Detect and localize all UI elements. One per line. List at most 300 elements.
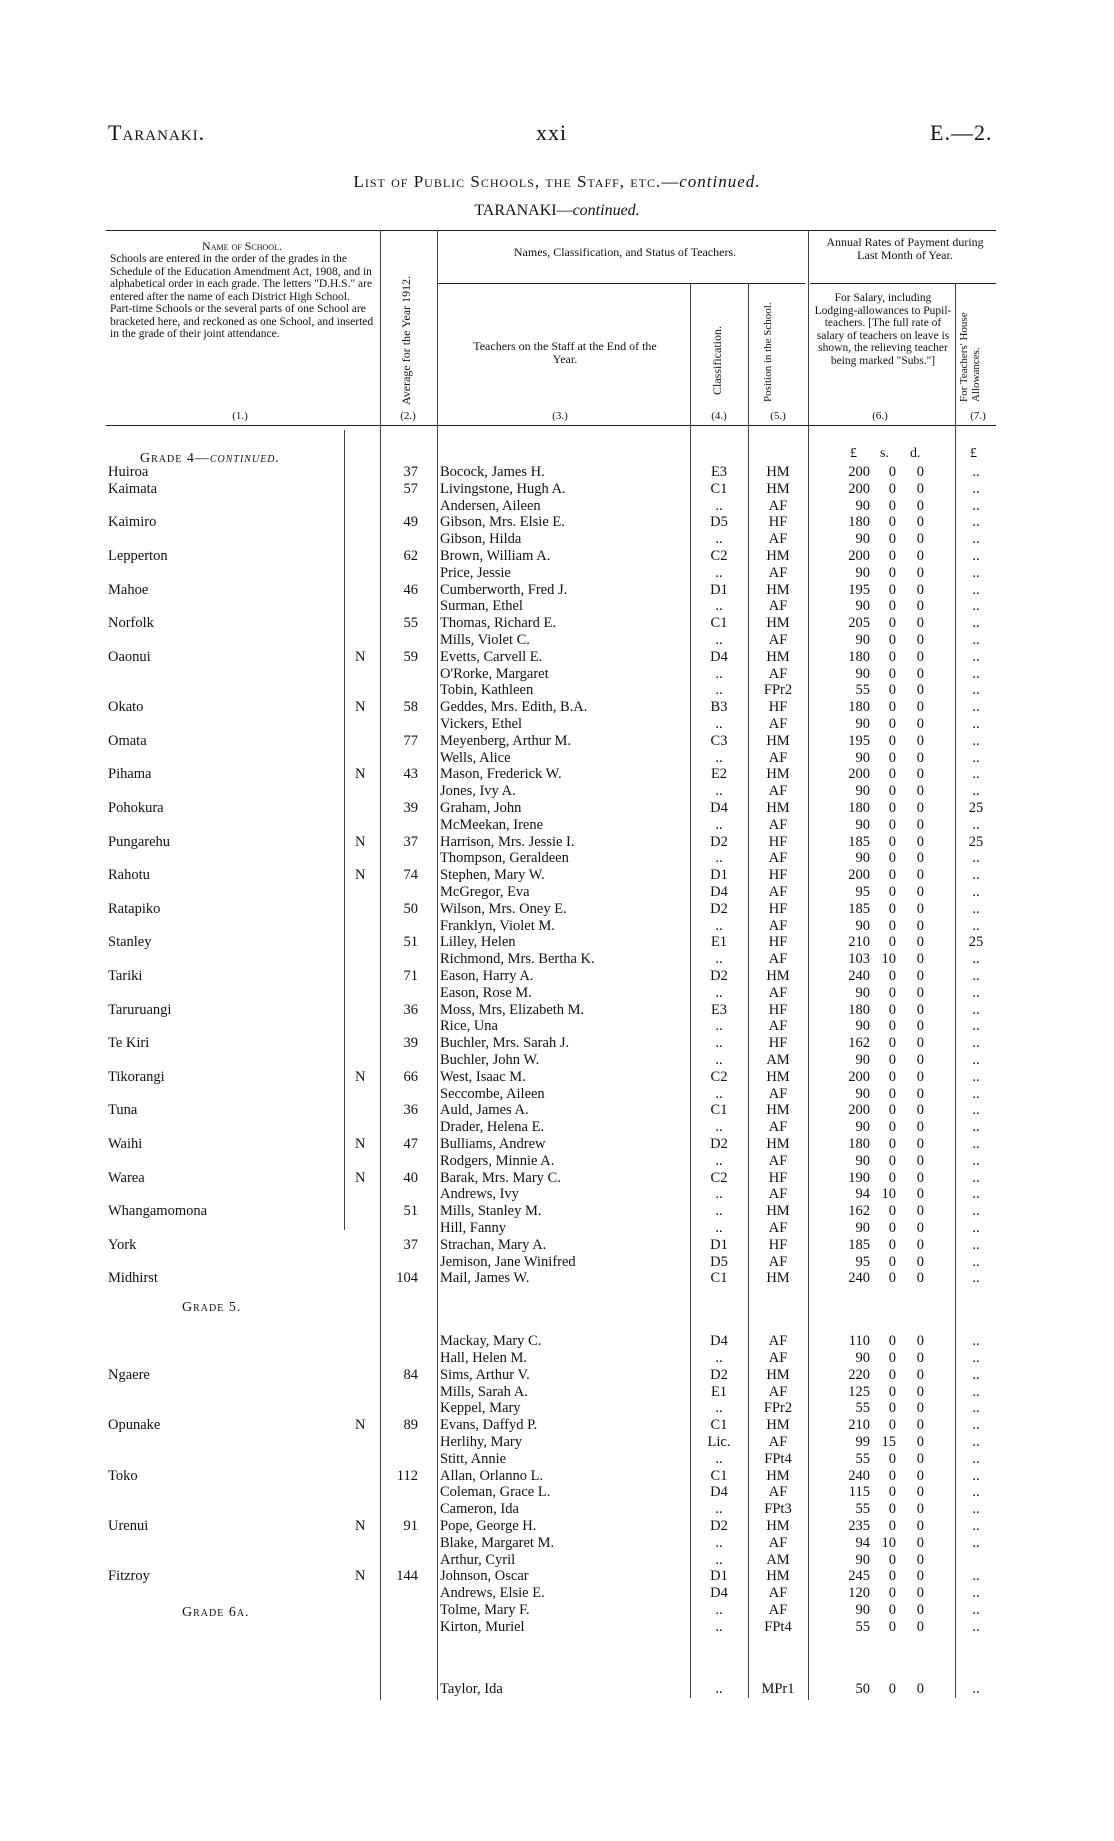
col4-header: Classification. [710,326,724,395]
teacher-name: Andersen, Aileen [440,498,541,514]
native-school-marker: N [355,766,366,782]
teacher-position: AF [768,1484,788,1500]
teacher-position: FPt4 [764,1619,792,1635]
teacher-position: HF [768,934,788,950]
school-name: Tuna [108,1102,138,1118]
salary-pence: 0 [916,514,924,530]
salary-pence: 0 [916,1254,924,1270]
teacher-name: Taylor, Ida [440,1681,503,1697]
teacher-classification: .. [715,1186,723,1202]
salary-pounds: 90 [855,632,870,648]
house-allowance: .. [972,632,980,648]
salary-shillings: 10 [881,951,896,967]
salary-pence: 0 [916,1018,924,1034]
teacher-name: Jones, Ivy A. [440,783,516,799]
house-allowance: .. [972,783,980,799]
salary-pence: 0 [916,1270,924,1286]
average-attendance: 37 [403,464,418,480]
house-allowance: .. [972,951,980,967]
house-allowance: .. [972,1052,980,1068]
average-attendance: 104 [396,1270,418,1286]
house-allowance: .. [972,1018,980,1034]
salary-pence: 0 [916,1434,924,1450]
salary-pounds: 90 [855,817,870,833]
teacher-position: HF [768,1170,788,1186]
salary-shillings: 0 [888,632,896,648]
teacher-position: AF [768,565,788,581]
teacher-name: Andrews, Elsie E. [440,1585,545,1601]
house-allowance: .. [972,464,980,480]
teacher-name: McMeekan, Irene [440,817,544,833]
house-allowance: .. [972,1518,980,1534]
house-allowance: .. [972,1237,980,1253]
title-main: List of Public Schools, the Staff, etc.— [353,172,680,191]
teacher-position: AF [768,1254,788,1270]
salary-pence: 0 [916,632,924,648]
teacher-name: Eason, Rose M. [440,985,532,1001]
salary-shillings: 0 [888,1384,896,1400]
salary-pounds: 210 [848,934,870,950]
salary-pence: 0 [916,1086,924,1102]
title-continued: continued. [679,172,761,191]
salary-shillings: 0 [888,783,896,799]
salary-shillings: 0 [888,850,896,866]
salary-pence: 0 [916,1035,924,1051]
average-attendance: 84 [403,1367,418,1383]
teacher-position: HM [766,1069,790,1085]
teacher-position: HM [766,1102,790,1118]
salary-pence: 0 [916,884,924,900]
teacher-name: Mail, James W. [440,1270,530,1286]
average-attendance: 89 [403,1417,418,1433]
salary-shillings: 0 [888,834,896,850]
salary-shillings: 0 [888,598,896,614]
salary-shillings: 0 [888,699,896,715]
teacher-position: AF [768,783,788,799]
teacher-name: Tobin, Kathleen [440,682,534,698]
teacher-classification: D2 [710,834,728,850]
salary-shillings: 0 [888,1501,896,1517]
teacher-classification: .. [715,1552,723,1568]
salary-shillings: 0 [888,1552,896,1568]
salary-pounds: 90 [855,750,870,766]
salary-pence: 0 [916,850,924,866]
salary-shillings: 0 [888,1153,896,1169]
teacher-name: Sims, Arthur V. [440,1367,530,1383]
teacher-name: Thomas, Richard E. [440,615,556,631]
teacher-position: HM [766,464,790,480]
house-allowance: .. [972,1333,980,1349]
average-attendance: 57 [403,481,418,497]
teacher-position: FPr2 [763,682,793,698]
teacher-classification: E3 [710,464,728,480]
teacher-classification: D1 [710,867,728,883]
col-number-5: (5.) [770,410,786,422]
house-allowance: .. [972,666,980,682]
grade-label: Grade 5. [182,1300,242,1315]
house-allowance: 25 [968,800,984,816]
teacher-position: HF [768,699,788,715]
teacher-classification: .. [715,498,723,514]
salary-pence: 0 [916,1484,924,1500]
teacher-name: Andrews, Ivy [440,1186,519,1202]
teacher-name: Franklyn, Violet M. [440,918,555,934]
teacher-classification: .. [715,1018,723,1034]
teacher-name: West, Isaac M. [440,1069,526,1085]
teacher-classification: D2 [710,1367,728,1383]
salary-shillings: 0 [888,800,896,816]
salary-pence: 0 [916,1069,924,1085]
salary-pounds: 50 [855,1681,870,1697]
salary-pounds: 195 [848,582,870,598]
salary-pence: 0 [916,985,924,1001]
teacher-position: HM [766,481,790,497]
teacher-name: Harrison, Mrs. Jessie I. [440,834,575,850]
salary-pounds: 180 [848,514,870,530]
school-name: Tikorangi [108,1069,165,1085]
salary-shillings: 0 [888,968,896,984]
house-allowance: .. [972,1350,980,1366]
teacher-name: Buchler, Mrs. Sarah J. [440,1035,570,1051]
house-allowance: .. [972,1468,980,1484]
teacher-position: FPt4 [764,1451,792,1467]
salary-pounds: 115 [848,1484,870,1500]
teacher-position: AM [766,1552,790,1568]
teacher-classification: B3 [710,699,728,715]
salary-pounds: 103 [848,951,870,967]
teacher-name: Cumberworth, Fred J. [440,582,568,598]
teacher-name: Moss, Mrs, Elizabeth M. [440,1002,585,1018]
native-school-marker: N [355,1417,366,1433]
salary-pounds: 180 [848,1136,870,1152]
house-allowance: .. [972,817,980,833]
salary-pence: 0 [916,733,924,749]
salary-pounds: 90 [855,850,870,866]
salary-shillings: 0 [888,1585,896,1601]
teacher-name: Drader, Helena E. [440,1119,545,1135]
teacher-position: FPt3 [764,1501,792,1517]
teacher-name: Gibson, Mrs. Elsie E. [440,514,565,530]
school-name: Pungarehu [108,834,171,850]
teacher-name: Stephen, Mary W. [440,867,545,883]
house-allowance: .. [972,531,980,547]
teacher-name: Price, Jessie [440,565,511,581]
school-name: Opunake [108,1417,161,1433]
teacher-classification: D2 [710,901,728,917]
salary-pence: 0 [916,867,924,883]
teacher-classification: C1 [710,1102,728,1118]
teacher-classification: Lic. [707,1434,731,1450]
teacher-classification: .. [715,565,723,581]
salary-pounds: 90 [855,783,870,799]
salary-shillings: 0 [888,548,896,564]
salary-pounds: 90 [855,531,870,547]
native-school-marker: N [355,699,366,715]
teacher-name: Graham, John [440,800,522,816]
salary-pounds: 120 [848,1585,870,1601]
shillings-unit: s. [880,446,889,461]
salary-shillings: 0 [888,884,896,900]
teacher-name: Hall, Helen M. [440,1350,527,1366]
average-attendance: 40 [403,1170,418,1186]
col3-group-header: Names, Classification, and Status of Teachers. [513,245,737,259]
teacher-position: AF [768,1153,788,1169]
house-allowance: .. [972,1254,980,1270]
teacher-position: AF [768,1220,788,1236]
average-attendance: 36 [403,1002,418,1018]
teacher-name: Jemison, Jane Winifred [440,1254,576,1270]
teacher-position: AF [768,1585,788,1601]
teacher-position: AF [768,918,788,934]
house-allowance: .. [972,1568,980,1584]
teacher-classification: D2 [710,1136,728,1152]
teacher-position: AF [768,817,788,833]
teacher-classification: .. [715,1119,723,1135]
teacher-position: AF [768,1333,788,1349]
col-number-7: (7.) [970,410,986,422]
teacher-name: Arthur, Cyril [440,1552,516,1568]
teacher-position: AF [768,1186,788,1202]
subtitle-main: TARANAKI— [474,202,573,219]
teacher-classification: C1 [710,1417,728,1433]
teacher-classification: C1 [710,1468,728,1484]
teacher-name: Coleman, Grace L. [440,1484,551,1500]
school-name: Pihama [108,766,152,782]
salary-pence: 0 [916,464,924,480]
salary-shillings: 0 [888,1237,896,1253]
salary-pounds: 185 [848,901,870,917]
salary-pounds: 240 [848,1270,870,1286]
salary-shillings: 15 [881,1434,896,1450]
salary-pence: 0 [916,934,924,950]
salary-pounds: 235 [848,1518,870,1534]
salary-pounds: 220 [848,1367,870,1383]
col5-header: Position in the School. [762,302,774,402]
salary-pounds: 90 [855,1350,870,1366]
teacher-name: Thompson, Geraldeen [440,850,569,866]
house-allowance: .. [972,1203,980,1219]
col-number-1: (1.) [232,410,248,422]
teacher-name: Kirton, Muriel [440,1619,525,1635]
teacher-classification: E2 [710,766,728,782]
house-allowance: .. [972,733,980,749]
salary-pounds: 240 [848,1468,870,1484]
salary-shillings: 0 [888,1119,896,1135]
native-school-marker: N [355,1136,366,1152]
pence-unit: d. [910,446,921,461]
teacher-name: Blake, Margaret M. [440,1535,555,1551]
school-name: Whangamomona [108,1203,208,1219]
average-attendance: 144 [396,1568,418,1584]
house-allowance: .. [972,548,980,564]
teacher-position: HM [766,1417,790,1433]
school-name: Kaimata [108,481,158,497]
salary-pence: 0 [916,1585,924,1601]
salary-pounds: 185 [848,834,870,850]
teacher-classification: .. [715,1052,723,1068]
teacher-classification: .. [715,1350,723,1366]
page-number: xxi [536,120,568,145]
salary-pence: 0 [916,834,924,850]
school-name: Ratapiko [108,901,161,917]
salary-pence: 0 [916,783,924,799]
teacher-name: Geddes, Mrs. Edith, B.A. [440,699,588,715]
teacher-classification: .. [715,783,723,799]
native-school-marker: N [355,834,366,850]
teacher-classification: D4 [710,884,728,900]
teacher-name: Pope, George H. [440,1518,537,1534]
salary-shillings: 0 [888,1484,896,1500]
teacher-position: HM [766,1518,790,1534]
teacher-name: Mills, Violet C. [440,632,530,648]
teacher-name: Mason, Frederick W. [440,766,562,782]
average-attendance: 49 [403,514,418,530]
salary-pence: 0 [916,1220,924,1236]
school-name: Rahotu [108,867,150,883]
average-attendance: 51 [403,934,418,950]
salary-pounds: 180 [848,649,870,665]
salary-pounds: 195 [848,733,870,749]
house-allowance: .. [972,884,980,900]
house-allowance: .. [972,1069,980,1085]
teacher-position: HM [766,800,790,816]
salary-pence: 0 [916,1367,924,1383]
col-number-3: (3.) [552,410,568,422]
teacher-position: HM [766,1568,790,1584]
salary-shillings: 0 [888,1518,896,1534]
average-attendance: 39 [403,800,418,816]
teacher-name: Mills, Sarah A. [440,1384,528,1400]
teacher-position: HF [768,1035,788,1051]
salary-pounds: 55 [855,1451,870,1467]
house-allowance: .. [972,1086,980,1102]
teacher-position: AF [768,850,788,866]
teacher-name: Johnson, Oscar [440,1568,529,1584]
salary-pence: 0 [916,817,924,833]
teacher-position: HM [766,968,790,984]
salary-shillings: 0 [888,1018,896,1034]
teacher-name: Wilson, Mrs. Oney E. [440,901,567,917]
average-attendance: 91 [403,1518,418,1534]
grade-label: Grade 4— [140,451,210,466]
salary-pounds: 180 [848,800,870,816]
teacher-name: Seccombe, Aileen [440,1086,545,1102]
salary-pence: 0 [916,598,924,614]
teacher-classification: .. [715,716,723,732]
school-name: Okato [108,699,144,715]
salary-pence: 0 [916,1186,924,1202]
salary-pence: 0 [916,1681,924,1697]
house-allowance: .. [972,1170,980,1186]
salary-shillings: 0 [888,901,896,917]
salary-pence: 0 [916,1102,924,1118]
salary-pence: 0 [916,666,924,682]
teacher-name: Rice, Una [440,1018,498,1034]
house-allowance: .. [972,1434,980,1450]
teacher-name: Richmond, Mrs. Bertha K. [440,951,595,967]
salary-pence: 0 [916,1501,924,1517]
teacher-classification: .. [715,951,723,967]
salary-pounds: 200 [848,548,870,564]
salary-pence: 0 [916,1384,924,1400]
salary-pounds: 90 [855,1602,870,1618]
teacher-position: AF [768,632,788,648]
native-school-marker: N [355,1568,366,1584]
native-school-marker: N [355,867,366,883]
teacher-name: Barak, Mrs. Mary C. [440,1170,561,1186]
salary-shillings: 0 [888,1254,896,1270]
teacher-classification: D5 [710,514,728,530]
salary-pence: 0 [916,951,924,967]
teacher-position: AF [768,884,788,900]
salary-pence: 0 [916,1552,924,1568]
salary-pounds: 240 [848,968,870,984]
average-attendance: 39 [403,1035,418,1051]
house-allowance: .. [972,1681,980,1697]
school-name: Te Kiri [108,1035,150,1051]
teacher-classification: .. [715,1681,723,1697]
salary-pence: 0 [916,968,924,984]
salary-shillings: 0 [888,1069,896,1085]
salary-pence: 0 [916,565,924,581]
house-allowance: .. [972,985,980,1001]
salary-shillings: 0 [888,1451,896,1467]
teacher-classification: .. [715,918,723,934]
salary-pounds: 94 [855,1186,870,1202]
school-name: Tariki [108,968,143,984]
teacher-name: Surman, Ethel [440,598,523,614]
teacher-classification: .. [715,1451,723,1467]
house-allowance: .. [972,615,980,631]
teacher-position: HM [766,1270,790,1286]
teacher-classification: D4 [710,649,728,665]
teacher-name: Auld, James A. [440,1102,529,1118]
salary-pence: 0 [916,716,924,732]
salary-pence: 0 [916,615,924,631]
average-attendance: 59 [403,649,418,665]
teacher-name: Keppel, Mary [440,1400,521,1416]
salary-pounds: 205 [848,615,870,631]
col3-header: Teachers on the Staff at the End of the Year. [473,339,657,366]
house-allowance: .. [972,682,980,698]
salary-shillings: 0 [888,1367,896,1383]
teacher-classification: D2 [710,1518,728,1534]
average-attendance: 50 [403,901,418,917]
teacher-position: HF [768,867,788,883]
school-name: Waihi [108,1136,143,1152]
teacher-classification: D1 [710,1237,728,1253]
house-allowance: .. [972,1367,980,1383]
house-allowance: .. [972,1220,980,1236]
salary-pounds: 90 [855,666,870,682]
salary-pence: 0 [916,1602,924,1618]
salary-pounds: 90 [855,598,870,614]
teacher-classification: D4 [710,1585,728,1601]
teacher-position: HM [766,1367,790,1383]
col1-title: Name of School. [202,239,282,253]
salary-pounds: 180 [848,1002,870,1018]
average-attendance: 71 [403,968,418,984]
school-name: Lepperton [108,548,168,564]
house-allowance: .. [972,1417,980,1433]
salary-shillings: 0 [888,716,896,732]
teacher-classification: .. [715,632,723,648]
teacher-name: Gibson, Hilda [440,531,522,547]
salary-pounds: 55 [855,1501,870,1517]
report-code: E.—2. [930,120,993,145]
salary-pounds: 200 [848,1102,870,1118]
salary-pounds: 200 [848,481,870,497]
